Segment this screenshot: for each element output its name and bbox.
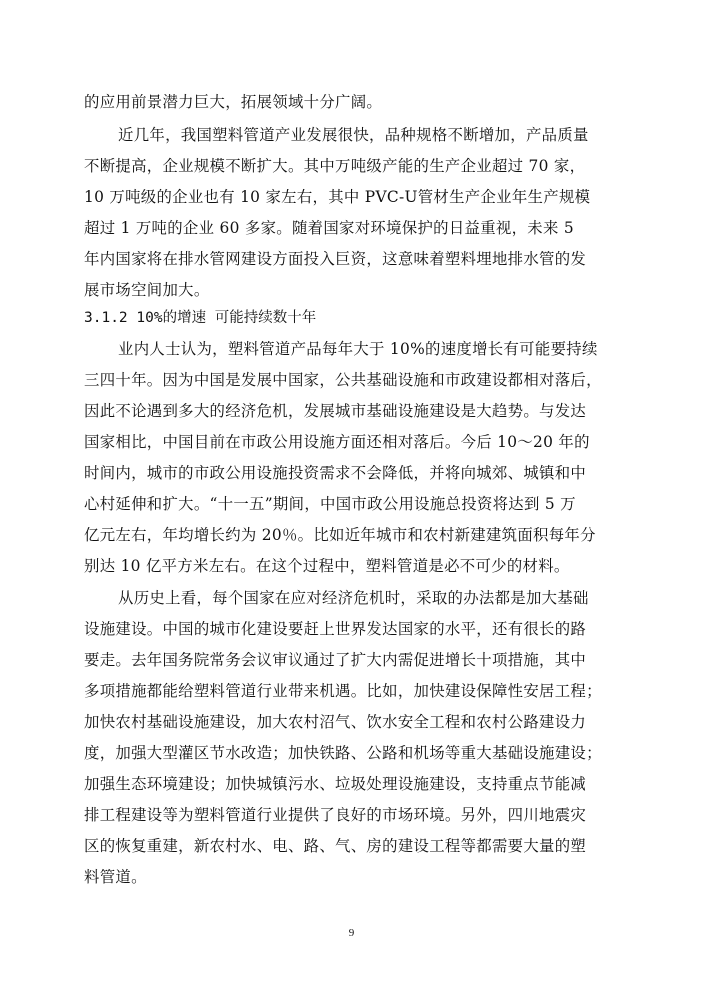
paragraph-line: 超过 1 万吨的企业 60 多家。随着国家对环境保护的日益重视，未来 5 — [84, 219, 574, 237]
paragraph-line: 要走。去年国务院常务会议审议通过了扩大内需促进增长十项措施，其中 — [84, 651, 587, 669]
paragraph-line: 10 万吨级的企业也有 10 家左右，其中 PVC-U管材生产企业年生产规模 — [84, 188, 591, 206]
paragraph-line: 因此不论遇到多大的经济危机，发展城市基础设施建设是大趋势。与发达 — [84, 402, 587, 420]
paragraph-line: 年内国家将在排水管网建设方面投入巨资，这意味着塑料埋地排水管的发 — [84, 250, 587, 268]
paragraph-line: 三四十年。因为中国是发展中国家，公共基础设施和市政建设都相对落后， — [84, 371, 602, 389]
section-heading: 3.1.2 10%的增速 可能持续数十年 — [84, 310, 317, 326]
paragraph-line: 排工程建设等为塑料管道行业提供了良好的市场环境。另外，四川地震灾 — [84, 806, 587, 824]
paragraph-line: 区的恢复重建，新农村水、电、路、气、房的建设工程等都需要大量的塑 — [84, 837, 587, 855]
paragraph-line: 近几年，我国塑料管道产业发展很快，品种规格不断增加，产品质量 — [118, 126, 589, 144]
paragraph-line: 料管道。 — [84, 868, 147, 886]
paragraph-line: 加快农村基础设施建设，加大农村沼气、饮水安全工程和农村公路建设力 — [84, 713, 587, 731]
paragraph-line: 加强生态环境建设；加快城镇污水、垃圾处理设施建设，支持重点节能减 — [84, 775, 587, 793]
paragraph-line: 不断提高，企业规模不断扩大。其中万吨级产能的生产企业超过 70 家， — [84, 157, 586, 175]
page-number: 9 — [348, 927, 355, 939]
paragraph-line: 亿元左右，年均增长约为 20％。比如近年城市和农村新建建筑面积每年分 — [84, 526, 596, 544]
paragraph-line: 别达 10 亿平方米左右。在这个过程中，塑料管道是必不可少的材料。 — [84, 557, 570, 575]
paragraph-line: 心村延伸和扩大。“十一五”期间，中国市政公用设施总投资将达到 5 万 — [84, 495, 576, 513]
paragraph-line: 度，加强大型灌区节水改造；加快铁路、公路和机场等重大基础设施建设； — [84, 744, 602, 762]
paragraph-line: 国家相比，中国目前在市政公用设施方面还相对落后。今后 10～20 年的 — [84, 433, 590, 451]
paragraph-line: 设施建设。中国的城市化建设要赶上世界发达国家的水平，还有很长的路 — [84, 620, 587, 638]
paragraph-line: 从历史上看，每个国家在应对经济危机时，采取的办法都是加大基础 — [118, 589, 589, 607]
paragraph-line: 的应用前景潜力巨大，拓展领域十分广阔。 — [84, 93, 383, 111]
paragraph-line: 时间内，城市的市政公用设施投资需求不会降低，并将向城郊、城镇和中 — [84, 464, 587, 482]
paragraph-line: 业内人士认为，塑料管道产品每年大于 10%的速度增长有可能要持续 — [118, 340, 598, 358]
paragraph-line: 多项措施都能给塑料管道行业带来机遇。比如，加快建设保障性安居工程； — [84, 682, 602, 700]
paragraph-line: 展市场空间加大。 — [84, 281, 210, 299]
